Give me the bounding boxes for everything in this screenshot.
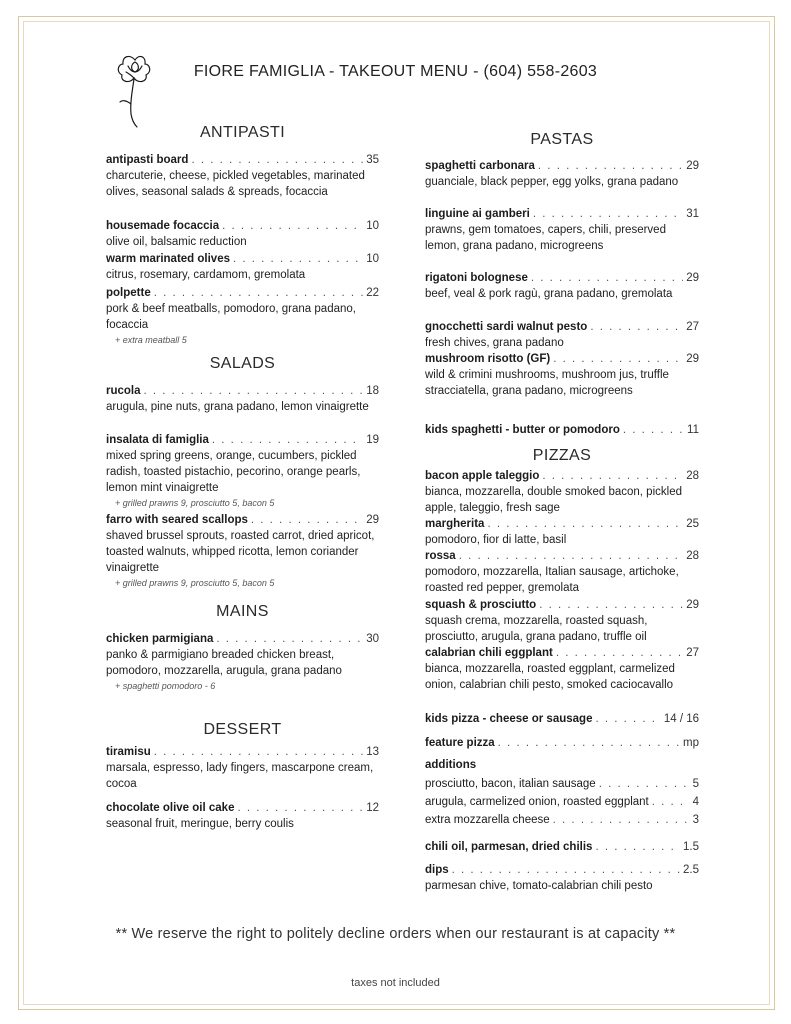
item-name: chocolate olive oil cake — [106, 802, 235, 814]
item-price: 18 — [366, 385, 379, 397]
item-price: 10 — [366, 220, 379, 232]
item-description: charcuterie, cheese, pickled vegetables, marinated olives, seasonal salads & spreads, focaccia — [106, 170, 365, 198]
item-name: housemade focaccia — [106, 220, 220, 232]
item-description: wild & crimini mushrooms, mushroom jus, truffle stracciatella, grana padano, microgreens — [425, 369, 669, 397]
menu-item — [106, 800, 379, 832]
item-description: bianca, mozzarella, roasted eggplant, carmelized onion, calabrian chili pesto, smoked caciocavallo — [425, 663, 675, 691]
item-description: pork & beef meatballs, pomodoro, grana padano, focaccia — [106, 303, 356, 331]
item-price: 29 — [686, 160, 699, 172]
taxes-note: taxes not included — [351, 977, 440, 989]
menu-item — [106, 383, 379, 415]
item-name: gnocchetti sardi walnut pesto — [425, 321, 588, 333]
item-price: 22 — [366, 287, 379, 299]
menu-item — [425, 645, 699, 693]
item-price: 2.5 — [683, 864, 699, 876]
item-name: extra mozzarella cheese — [425, 814, 550, 826]
flower-logo-icon — [110, 52, 160, 130]
item-name: chili oil, parmesan, dried chilis — [425, 841, 593, 853]
capacity-note: ** We reserve the right to politely decline orders when our restaurant is at capacity ** — [115, 926, 676, 942]
item-name: margherita — [425, 518, 485, 530]
item-name: tiramisu — [106, 746, 151, 758]
item-name: arugula, carmelized onion, roasted eggplant — [425, 796, 649, 808]
menu-item — [425, 516, 699, 548]
item-price: 14 / 16 — [663, 713, 699, 725]
menu-item — [106, 152, 379, 200]
item-description: shaved brussel sprouts, roasted carrot, dried apricot, toasted walnuts, whipped ricotta, lemon coriander vinaigrette — [106, 530, 375, 574]
item-price: 4 — [692, 796, 699, 808]
item-name: linguine ai gamberi — [425, 208, 530, 220]
additions-title: additions — [425, 759, 477, 771]
menu-item — [425, 422, 699, 438]
menu-item — [106, 432, 379, 510]
item-description: citrus, rosemary, cardamom, gremolata — [106, 269, 306, 281]
menu-item — [106, 512, 379, 590]
item-name: kids pizza - cheese or sausage — [425, 713, 593, 725]
pizzas-title: PIZZAS — [532, 447, 592, 464]
menu-item — [425, 776, 699, 792]
item-name: chicken parmigiana — [106, 633, 214, 645]
item-name: squash & prosciutto — [425, 599, 537, 611]
item-price: 29 — [686, 272, 699, 284]
item-price: 27 — [686, 321, 699, 333]
item-price: 3 — [692, 814, 699, 826]
item-price: 5 — [692, 778, 699, 790]
item-price: mp — [683, 737, 699, 749]
item-price: 30 — [366, 633, 379, 645]
item-name: insalata di famiglia — [106, 434, 209, 446]
item-price: 19 — [366, 434, 379, 446]
mains-title: MAINS — [216, 603, 269, 620]
item-description: panko & parmigiano breaded chicken breast, pomodoro, mozzarella, arugula, grana padano — [106, 649, 342, 677]
item-price: 12 — [366, 802, 379, 814]
item-name: rossa — [425, 550, 456, 562]
item-description: marsala, espresso, lady fingers, mascarpone cream, cocoa — [106, 762, 374, 790]
item-description: pomodoro, fior di latte, basil — [425, 534, 567, 546]
item-price: 13 — [366, 746, 379, 758]
item-extra: + spaghetti pomodoro - 6 — [115, 681, 216, 691]
item-price: 35 — [366, 154, 379, 166]
menu-item — [425, 812, 699, 828]
item-description: prawns, gem tomatoes, capers, chili, preserved lemon, grana padano, microgreens — [425, 224, 666, 252]
item-description: fresh chives, grana padano — [425, 337, 564, 349]
item-price: 31 — [686, 208, 699, 220]
item-name: kids spaghetti - butter or pomodoro — [425, 424, 620, 436]
menu-title: FIORE FAMIGLIA - TAKEOUT MENU - (604) 558-2603 — [193, 63, 598, 80]
item-price: 1.5 — [683, 841, 699, 853]
item-name: feature pizza — [425, 737, 495, 749]
menu-item — [425, 794, 699, 810]
item-extra: + extra meatball 5 — [115, 335, 187, 345]
item-name: antipasti board — [106, 154, 189, 166]
item-price: 10 — [366, 253, 379, 265]
item-name: warm marinated olives — [106, 253, 230, 265]
item-name: bacon apple taleggio — [425, 470, 540, 482]
item-description: pomodoro, mozzarella, Italian sausage, artichoke, roasted red pepper, gremolata — [425, 566, 679, 594]
item-name: mushroom risotto (GF) — [425, 353, 551, 365]
item-name: calabrian chili eggplant — [425, 647, 553, 659]
item-description: parmesan chive, tomato-calabrian chili pesto — [425, 880, 653, 892]
item-name: prosciutto, bacon, italian sausage — [425, 778, 596, 790]
item-price: 25 — [686, 518, 699, 530]
item-name: rucola — [106, 385, 141, 397]
menu-item — [425, 711, 699, 727]
pastas-title: PASTAS — [530, 131, 594, 148]
menu-item — [106, 285, 379, 347]
item-description: beef, veal & pork ragù, grana padano, gremolata — [425, 288, 673, 300]
item-name: farro with seared scallops — [106, 514, 248, 526]
dessert-title: DESSERT — [203, 721, 282, 738]
item-name: dips — [425, 864, 449, 876]
item-price: 28 — [686, 470, 699, 482]
item-description: arugula, pine nuts, grana padano, lemon vinaigrette — [106, 401, 369, 413]
menu-item — [425, 468, 699, 516]
item-price: 11 — [687, 424, 699, 436]
item-name: polpette — [106, 287, 151, 299]
menu-item — [425, 270, 699, 302]
menu-item — [425, 839, 699, 855]
item-name: rigatoni bolognese — [425, 272, 528, 284]
menu-item — [106, 218, 379, 250]
menu-item — [425, 206, 699, 254]
menu-item — [425, 548, 699, 596]
item-price: 27 — [686, 647, 699, 659]
item-description: squash crema, mozzarella, roasted squash, prosciutto, arugula, grana padano, truffle oil — [425, 615, 648, 643]
item-description: bianca, mozzarella, double smoked bacon, pickled apple, taleggio, fresh sage — [425, 486, 682, 514]
item-price: 29 — [686, 353, 699, 365]
item-extra: + grilled prawns 9, prosciutto 5, bacon 5 — [115, 578, 275, 588]
item-description: mixed spring greens, orange, cucumbers, pickled radish, toasted pistachio, pecorino, orange pearls, lemon mint vinaigrette — [106, 450, 361, 494]
menu-item — [106, 631, 379, 693]
menu-item — [425, 735, 699, 751]
antipasti-title: ANTIPASTI — [199, 124, 286, 141]
salads-title: SALADS — [209, 355, 276, 372]
menu-item — [106, 744, 379, 792]
item-price: 28 — [686, 550, 699, 562]
item-description: olive oil, balsamic reduction — [106, 236, 247, 248]
item-description: guanciale, black pepper, egg yolks, grana padano — [425, 176, 679, 188]
item-description: seasonal fruit, meringue, berry coulis — [106, 818, 294, 830]
item-price: 29 — [366, 514, 379, 526]
menu-item — [425, 862, 699, 894]
menu-item — [425, 597, 699, 645]
item-extra: + grilled prawns 9, prosciutto 5, bacon 5 — [115, 498, 275, 508]
menu-item — [425, 158, 699, 190]
menu-item — [106, 251, 379, 283]
menu-item — [425, 319, 699, 351]
item-price: 29 — [686, 599, 699, 611]
item-name: spaghetti carbonara — [425, 160, 535, 172]
menu-item — [425, 351, 699, 399]
